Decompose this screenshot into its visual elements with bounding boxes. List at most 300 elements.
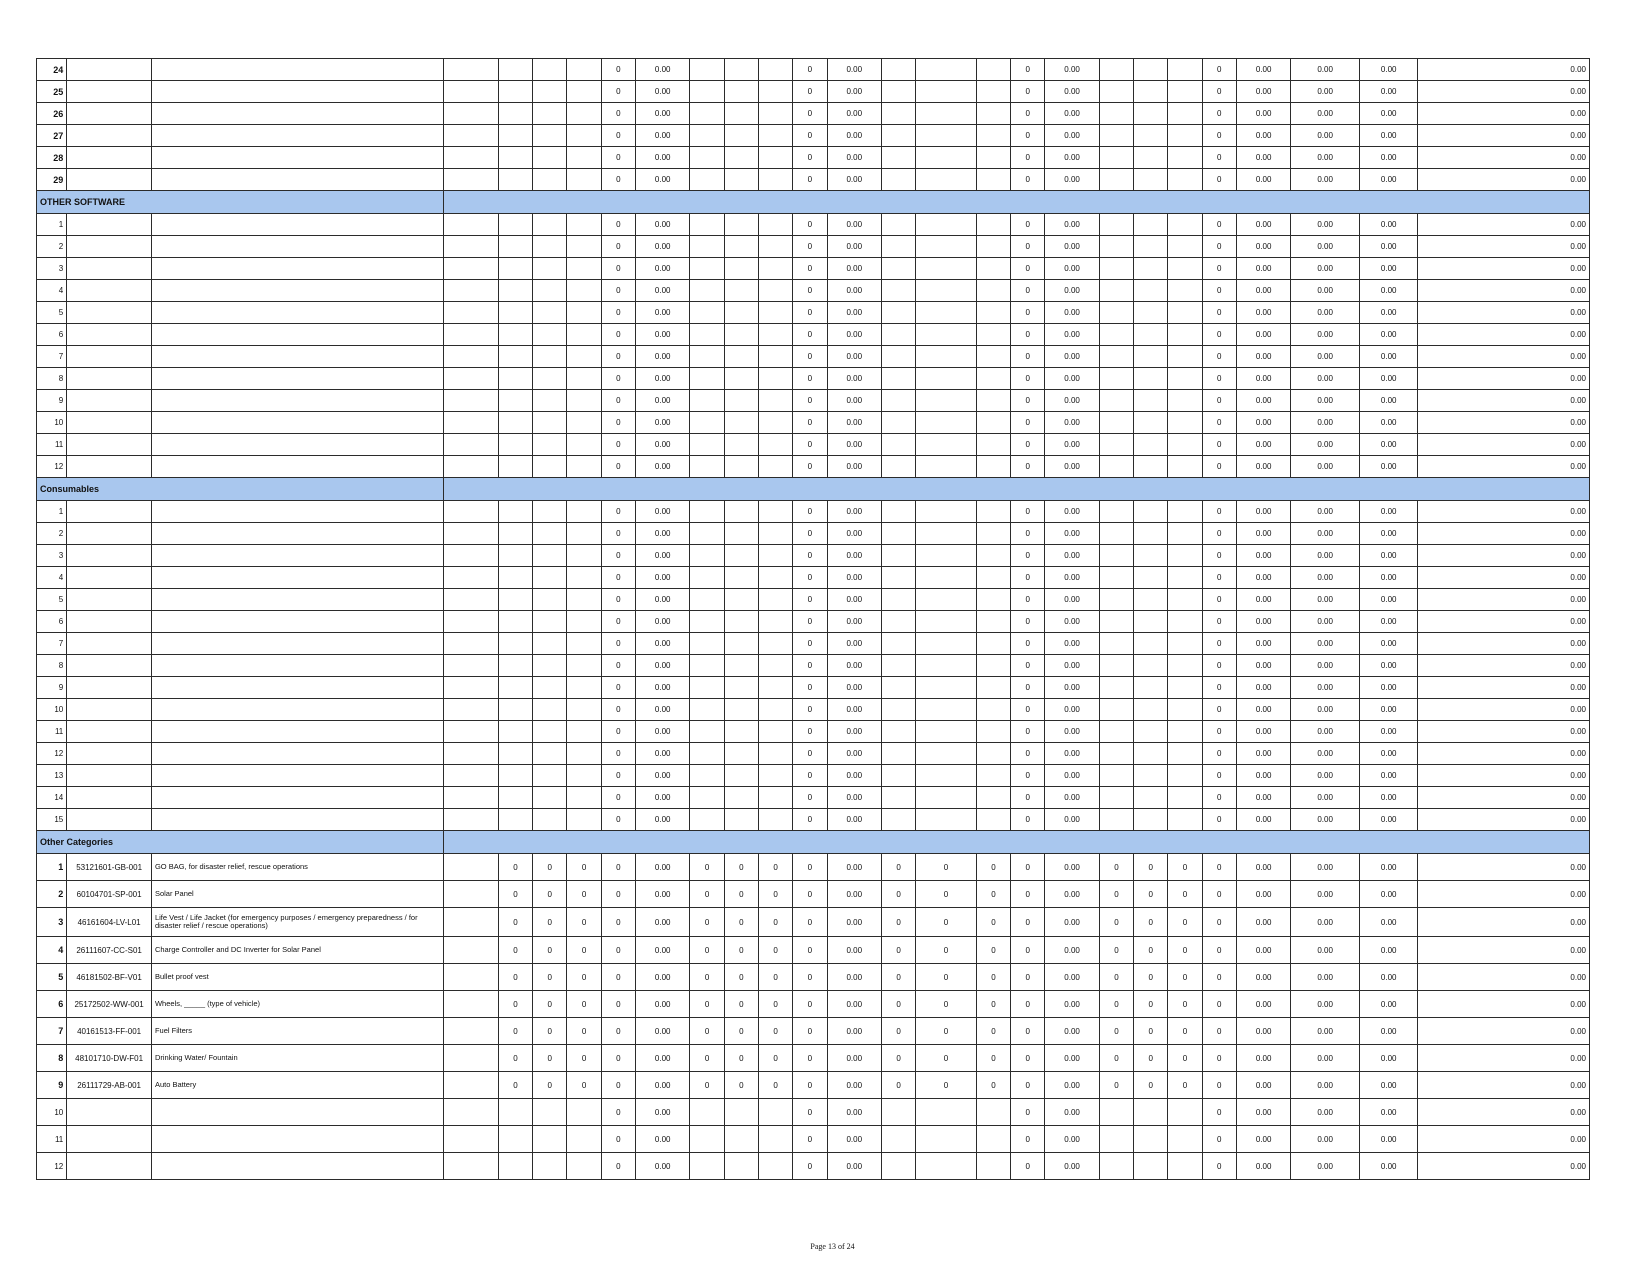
month-qty: 0 bbox=[567, 991, 601, 1018]
quarter-amount: 0.00 bbox=[1045, 501, 1099, 523]
item-description bbox=[151, 699, 443, 721]
quarter-qty: 0 bbox=[793, 937, 827, 964]
price: 0.00 bbox=[1359, 434, 1417, 456]
month-qty bbox=[567, 390, 601, 412]
month-qty bbox=[976, 456, 1010, 478]
month-qty bbox=[758, 147, 792, 169]
month-qty: 0 bbox=[1134, 908, 1168, 937]
month-qty bbox=[533, 655, 567, 677]
month-qty: 0 bbox=[533, 991, 567, 1018]
table-row bbox=[37, 937, 1590, 964]
item-number: 2 bbox=[37, 236, 67, 258]
month-qty bbox=[567, 589, 601, 611]
total-qty: 0.00 bbox=[1291, 1045, 1360, 1072]
quarter-amount: 0.00 bbox=[1045, 743, 1099, 765]
quarter-qty: 0 bbox=[1011, 1099, 1045, 1126]
quarter-qty: 0 bbox=[601, 103, 635, 125]
item-code bbox=[67, 787, 152, 809]
month-qty bbox=[758, 236, 792, 258]
month-qty bbox=[758, 169, 792, 191]
quarter-amount: 0.00 bbox=[1236, 809, 1290, 831]
month-qty bbox=[1134, 611, 1168, 633]
item-code bbox=[67, 59, 152, 81]
month-qty: 0 bbox=[882, 908, 916, 937]
quarter-qty: 0 bbox=[601, 809, 635, 831]
item-code bbox=[67, 589, 152, 611]
month-qty bbox=[758, 390, 792, 412]
price: 0.00 bbox=[1359, 743, 1417, 765]
total-amount: 0.00 bbox=[1418, 258, 1590, 280]
total-qty: 0.00 bbox=[1291, 567, 1360, 589]
quarter-amount: 0.00 bbox=[635, 908, 689, 937]
price: 0.00 bbox=[1359, 655, 1417, 677]
month-qty bbox=[690, 1126, 724, 1153]
month-qty bbox=[1099, 169, 1133, 191]
quarter-qty: 0 bbox=[1202, 1072, 1236, 1099]
quarter-amount: 0.00 bbox=[1045, 1099, 1099, 1126]
quarter-qty: 0 bbox=[1011, 236, 1045, 258]
month-qty bbox=[1168, 456, 1202, 478]
quarter-amount: 0.00 bbox=[1236, 1018, 1290, 1045]
month-qty bbox=[882, 434, 916, 456]
quarter-amount: 0.00 bbox=[827, 721, 881, 743]
table-row bbox=[37, 677, 1590, 699]
month-qty bbox=[567, 765, 601, 787]
quarter-amount: 0.00 bbox=[635, 1018, 689, 1045]
month-qty bbox=[758, 721, 792, 743]
price: 0.00 bbox=[1359, 1018, 1417, 1045]
total-amount: 0.00 bbox=[1418, 937, 1590, 964]
quarter-qty: 0 bbox=[793, 81, 827, 103]
quarter-amount: 0.00 bbox=[827, 169, 881, 191]
price: 0.00 bbox=[1359, 147, 1417, 169]
quarter-amount: 0.00 bbox=[635, 523, 689, 545]
total-qty: 0.00 bbox=[1291, 258, 1360, 280]
quarter-qty: 0 bbox=[1202, 214, 1236, 236]
month-qty: 0 bbox=[724, 937, 758, 964]
month-qty bbox=[976, 677, 1010, 699]
month-qty bbox=[533, 236, 567, 258]
month-qty bbox=[758, 280, 792, 302]
month-qty: 0 bbox=[1168, 1045, 1202, 1072]
unit-cell bbox=[444, 501, 498, 523]
quarter-qty: 0 bbox=[1202, 258, 1236, 280]
quarter-amount: 0.00 bbox=[1045, 412, 1099, 434]
quarter-amount: 0.00 bbox=[1045, 523, 1099, 545]
item-number: 14 bbox=[37, 787, 67, 809]
month-qty: 0 bbox=[1099, 854, 1133, 881]
month-qty bbox=[498, 809, 532, 831]
month-qty: 0 bbox=[724, 881, 758, 908]
month-qty: 0 bbox=[690, 1045, 724, 1072]
quarter-qty: 0 bbox=[793, 103, 827, 125]
quarter-qty: 0 bbox=[793, 368, 827, 390]
item-description bbox=[151, 721, 443, 743]
quarter-qty: 0 bbox=[1011, 501, 1045, 523]
total-amount: 0.00 bbox=[1418, 854, 1590, 881]
month-qty bbox=[1168, 743, 1202, 765]
month-qty: 0 bbox=[976, 964, 1010, 991]
month-qty bbox=[1134, 633, 1168, 655]
month-qty bbox=[498, 721, 532, 743]
total-qty: 0.00 bbox=[1291, 908, 1360, 937]
month-qty bbox=[976, 390, 1010, 412]
item-description bbox=[151, 147, 443, 169]
total-qty: 0.00 bbox=[1291, 368, 1360, 390]
month-qty bbox=[758, 787, 792, 809]
item-code bbox=[67, 346, 152, 368]
quarter-qty: 0 bbox=[601, 302, 635, 324]
month-qty bbox=[1099, 81, 1133, 103]
month-qty bbox=[567, 1099, 601, 1126]
month-qty bbox=[976, 809, 1010, 831]
month-qty: 0 bbox=[1099, 1072, 1133, 1099]
quarter-amount: 0.00 bbox=[827, 743, 881, 765]
month-qty bbox=[976, 787, 1010, 809]
month-qty: 0 bbox=[1168, 1018, 1202, 1045]
quarter-amount: 0.00 bbox=[635, 611, 689, 633]
month-qty bbox=[533, 567, 567, 589]
quarter-qty: 0 bbox=[793, 633, 827, 655]
quarter-amount: 0.00 bbox=[635, 743, 689, 765]
quarter-qty: 0 bbox=[1011, 611, 1045, 633]
month-qty bbox=[498, 390, 532, 412]
month-qty: 0 bbox=[533, 1018, 567, 1045]
item-code: 60104701-SP-001 bbox=[67, 881, 152, 908]
month-qty bbox=[724, 214, 758, 236]
month-qty bbox=[1168, 434, 1202, 456]
month-qty bbox=[916, 787, 977, 809]
quarter-qty: 0 bbox=[1202, 125, 1236, 147]
quarter-qty: 0 bbox=[1202, 523, 1236, 545]
quarter-qty: 0 bbox=[1011, 589, 1045, 611]
quarter-qty: 0 bbox=[1011, 765, 1045, 787]
total-amount: 0.00 bbox=[1418, 147, 1590, 169]
item-description bbox=[151, 611, 443, 633]
price: 0.00 bbox=[1359, 456, 1417, 478]
quarter-qty: 0 bbox=[1202, 787, 1236, 809]
quarter-amount: 0.00 bbox=[1045, 236, 1099, 258]
quarter-amount: 0.00 bbox=[635, 937, 689, 964]
item-number: 12 bbox=[37, 743, 67, 765]
table-row bbox=[37, 854, 1590, 881]
month-qty: 0 bbox=[1134, 1018, 1168, 1045]
quarter-qty: 0 bbox=[601, 456, 635, 478]
quarter-amount: 0.00 bbox=[1236, 1126, 1290, 1153]
month-qty bbox=[690, 103, 724, 125]
total-amount: 0.00 bbox=[1418, 456, 1590, 478]
month-qty bbox=[498, 1126, 532, 1153]
total-qty: 0.00 bbox=[1291, 103, 1360, 125]
month-qty bbox=[882, 765, 916, 787]
month-qty bbox=[567, 655, 601, 677]
table-row bbox=[37, 412, 1590, 434]
item-number: 10 bbox=[37, 412, 67, 434]
quarter-qty: 0 bbox=[1011, 1126, 1045, 1153]
item-code bbox=[67, 677, 152, 699]
unit-cell bbox=[444, 1072, 498, 1099]
month-qty: 0 bbox=[567, 908, 601, 937]
quarter-amount: 0.00 bbox=[1045, 655, 1099, 677]
total-amount: 0.00 bbox=[1418, 633, 1590, 655]
quarter-amount: 0.00 bbox=[1236, 633, 1290, 655]
item-description: Bullet proof vest bbox=[151, 964, 443, 991]
month-qty bbox=[533, 699, 567, 721]
quarter-qty: 0 bbox=[793, 677, 827, 699]
month-qty bbox=[758, 103, 792, 125]
month-qty bbox=[724, 125, 758, 147]
item-code bbox=[67, 501, 152, 523]
quarter-amount: 0.00 bbox=[827, 908, 881, 937]
month-qty bbox=[533, 125, 567, 147]
quarter-qty: 0 bbox=[1202, 236, 1236, 258]
unit-cell bbox=[444, 125, 498, 147]
month-qty bbox=[758, 633, 792, 655]
month-qty: 0 bbox=[916, 1072, 977, 1099]
month-qty: 0 bbox=[1134, 991, 1168, 1018]
month-qty bbox=[882, 545, 916, 567]
item-code bbox=[67, 721, 152, 743]
month-qty: 0 bbox=[916, 854, 977, 881]
section-title: Other Categories bbox=[37, 831, 444, 854]
total-qty: 0.00 bbox=[1291, 743, 1360, 765]
month-qty bbox=[1134, 236, 1168, 258]
total-amount: 0.00 bbox=[1418, 881, 1590, 908]
price: 0.00 bbox=[1359, 881, 1417, 908]
table-row bbox=[37, 787, 1590, 809]
price: 0.00 bbox=[1359, 1099, 1417, 1126]
month-qty bbox=[882, 611, 916, 633]
quarter-qty: 0 bbox=[601, 937, 635, 964]
price: 0.00 bbox=[1359, 412, 1417, 434]
month-qty bbox=[533, 743, 567, 765]
item-code: 53121601-GB-001 bbox=[67, 854, 152, 881]
total-qty: 0.00 bbox=[1291, 214, 1360, 236]
quarter-qty: 0 bbox=[601, 59, 635, 81]
month-qty bbox=[724, 1126, 758, 1153]
month-qty: 0 bbox=[976, 881, 1010, 908]
quarter-amount: 0.00 bbox=[1045, 1126, 1099, 1153]
quarter-amount: 0.00 bbox=[1045, 1153, 1099, 1180]
month-qty: 0 bbox=[758, 937, 792, 964]
month-qty: 0 bbox=[882, 1072, 916, 1099]
quarter-amount: 0.00 bbox=[827, 523, 881, 545]
item-number: 8 bbox=[37, 655, 67, 677]
quarter-amount: 0.00 bbox=[635, 346, 689, 368]
month-qty bbox=[567, 523, 601, 545]
quarter-qty: 0 bbox=[1202, 611, 1236, 633]
month-qty bbox=[916, 214, 977, 236]
item-code: 46161604-LV-L01 bbox=[67, 908, 152, 937]
quarter-qty: 0 bbox=[1202, 991, 1236, 1018]
quarter-amount: 0.00 bbox=[827, 1126, 881, 1153]
item-description bbox=[151, 633, 443, 655]
month-qty bbox=[690, 81, 724, 103]
item-description: Fuel Filters bbox=[151, 1018, 443, 1045]
price: 0.00 bbox=[1359, 699, 1417, 721]
month-qty bbox=[1168, 1153, 1202, 1180]
total-amount: 0.00 bbox=[1418, 964, 1590, 991]
item-number: 1 bbox=[37, 501, 67, 523]
month-qty: 0 bbox=[976, 937, 1010, 964]
section-fill bbox=[444, 478, 1590, 501]
unit-cell bbox=[444, 523, 498, 545]
month-qty: 0 bbox=[724, 908, 758, 937]
quarter-qty: 0 bbox=[793, 743, 827, 765]
month-qty bbox=[498, 501, 532, 523]
month-qty bbox=[1134, 214, 1168, 236]
total-qty: 0.00 bbox=[1291, 677, 1360, 699]
month-qty bbox=[758, 81, 792, 103]
quarter-amount: 0.00 bbox=[1236, 854, 1290, 881]
month-qty bbox=[567, 809, 601, 831]
month-qty bbox=[690, 346, 724, 368]
section-header-row bbox=[37, 191, 1590, 214]
item-description bbox=[151, 809, 443, 831]
quarter-amount: 0.00 bbox=[635, 1045, 689, 1072]
month-qty bbox=[916, 302, 977, 324]
quarter-amount: 0.00 bbox=[635, 324, 689, 346]
month-qty: 0 bbox=[1168, 908, 1202, 937]
month-qty bbox=[567, 236, 601, 258]
month-qty bbox=[758, 743, 792, 765]
item-description bbox=[151, 743, 443, 765]
quarter-qty: 0 bbox=[1011, 699, 1045, 721]
table-row bbox=[37, 881, 1590, 908]
quarter-amount: 0.00 bbox=[635, 456, 689, 478]
quarter-qty: 0 bbox=[1011, 854, 1045, 881]
quarter-amount: 0.00 bbox=[827, 589, 881, 611]
quarter-qty: 0 bbox=[601, 169, 635, 191]
quarter-qty: 0 bbox=[601, 765, 635, 787]
month-qty: 0 bbox=[498, 854, 532, 881]
quarter-amount: 0.00 bbox=[635, 412, 689, 434]
month-qty bbox=[567, 456, 601, 478]
quarter-amount: 0.00 bbox=[1236, 991, 1290, 1018]
month-qty bbox=[1168, 81, 1202, 103]
item-description: Wheels, _____ (type of vehicle) bbox=[151, 991, 443, 1018]
month-qty bbox=[1134, 434, 1168, 456]
month-qty bbox=[916, 412, 977, 434]
item-number: 3 bbox=[37, 908, 67, 937]
month-qty bbox=[567, 611, 601, 633]
quarter-qty: 0 bbox=[793, 1126, 827, 1153]
quarter-qty: 0 bbox=[1011, 655, 1045, 677]
month-qty: 0 bbox=[1168, 991, 1202, 1018]
month-qty bbox=[976, 699, 1010, 721]
total-qty: 0.00 bbox=[1291, 523, 1360, 545]
month-qty bbox=[724, 523, 758, 545]
month-qty bbox=[1099, 589, 1133, 611]
table-body bbox=[37, 59, 1590, 1180]
unit-cell bbox=[444, 456, 498, 478]
month-qty bbox=[533, 523, 567, 545]
quarter-qty: 0 bbox=[601, 324, 635, 346]
month-qty bbox=[976, 214, 1010, 236]
month-qty bbox=[498, 236, 532, 258]
month-qty bbox=[1168, 677, 1202, 699]
month-qty bbox=[533, 545, 567, 567]
quarter-amount: 0.00 bbox=[1236, 589, 1290, 611]
quarter-qty: 0 bbox=[601, 743, 635, 765]
month-qty: 0 bbox=[724, 854, 758, 881]
month-qty bbox=[916, 655, 977, 677]
month-qty bbox=[1134, 302, 1168, 324]
month-qty: 0 bbox=[724, 1045, 758, 1072]
quarter-qty: 0 bbox=[601, 412, 635, 434]
item-description bbox=[151, 765, 443, 787]
item-number: 4 bbox=[37, 937, 67, 964]
quarter-amount: 0.00 bbox=[1236, 346, 1290, 368]
total-qty: 0.00 bbox=[1291, 589, 1360, 611]
month-qty bbox=[1099, 743, 1133, 765]
month-qty bbox=[498, 1099, 532, 1126]
month-qty bbox=[916, 1153, 977, 1180]
total-amount: 0.00 bbox=[1418, 1072, 1590, 1099]
month-qty bbox=[567, 302, 601, 324]
item-code bbox=[67, 147, 152, 169]
month-qty: 0 bbox=[1168, 854, 1202, 881]
month-qty bbox=[882, 456, 916, 478]
month-qty bbox=[690, 1153, 724, 1180]
quarter-amount: 0.00 bbox=[1236, 908, 1290, 937]
month-qty bbox=[882, 236, 916, 258]
month-qty: 0 bbox=[916, 991, 977, 1018]
total-amount: 0.00 bbox=[1418, 214, 1590, 236]
month-qty bbox=[976, 1153, 1010, 1180]
procurement-table bbox=[36, 58, 1590, 1180]
month-qty bbox=[1168, 545, 1202, 567]
quarter-amount: 0.00 bbox=[1045, 1072, 1099, 1099]
quarter-qty: 0 bbox=[793, 125, 827, 147]
unit-cell bbox=[444, 567, 498, 589]
quarter-amount: 0.00 bbox=[635, 390, 689, 412]
table-row bbox=[37, 236, 1590, 258]
item-description: Auto Battery bbox=[151, 1072, 443, 1099]
item-number: 3 bbox=[37, 545, 67, 567]
quarter-qty: 0 bbox=[1202, 1099, 1236, 1126]
table-row bbox=[37, 103, 1590, 125]
quarter-amount: 0.00 bbox=[1045, 991, 1099, 1018]
total-qty: 0.00 bbox=[1291, 280, 1360, 302]
total-amount: 0.00 bbox=[1418, 125, 1590, 147]
month-qty bbox=[1134, 809, 1168, 831]
unit-cell bbox=[444, 412, 498, 434]
month-qty bbox=[1134, 368, 1168, 390]
item-description bbox=[151, 280, 443, 302]
month-qty bbox=[758, 346, 792, 368]
quarter-qty: 0 bbox=[793, 1045, 827, 1072]
table-row bbox=[37, 655, 1590, 677]
month-qty bbox=[1099, 611, 1133, 633]
item-number: 2 bbox=[37, 523, 67, 545]
price: 0.00 bbox=[1359, 589, 1417, 611]
quarter-qty: 0 bbox=[793, 390, 827, 412]
month-qty bbox=[976, 412, 1010, 434]
month-qty bbox=[882, 567, 916, 589]
quarter-qty: 0 bbox=[1202, 81, 1236, 103]
quarter-amount: 0.00 bbox=[635, 677, 689, 699]
quarter-qty: 0 bbox=[793, 589, 827, 611]
month-qty bbox=[1168, 699, 1202, 721]
price: 0.00 bbox=[1359, 501, 1417, 523]
month-qty: 0 bbox=[1099, 881, 1133, 908]
quarter-qty: 0 bbox=[1011, 545, 1045, 567]
quarter-qty: 0 bbox=[601, 280, 635, 302]
month-qty bbox=[533, 787, 567, 809]
month-qty bbox=[533, 765, 567, 787]
month-qty bbox=[882, 258, 916, 280]
